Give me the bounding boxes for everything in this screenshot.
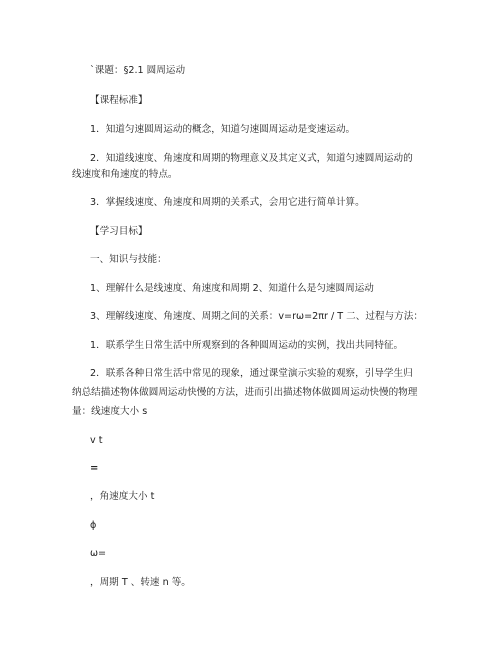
formula-fragment-v-t: v t (90, 435, 103, 446)
process-item-1: 1．联系学生日常生活中所观察到的各种圆周运动的实例，找出共同特征。 (90, 340, 404, 351)
formula-fragment-period-speed: ，周期 T 、转速 n 等。 (90, 577, 191, 588)
knowledge-item-1-2: 1、理解什么是线速度、角速度和周期 2、知道什么是匀速圆周运动 (90, 283, 374, 294)
knowledge-skills-heading: 一、知识与技能： (90, 254, 167, 265)
standard-item-2-line-1: 2．知道线速度、角速度和周期的物理意义及其定义式，知道匀速圆周运动的 (90, 153, 413, 164)
process-item-2-line-1: 2．联系各种日常生活中常见的现象，通过课堂演示实验的观察，引导学生归 (90, 368, 413, 379)
process-item-2-line-2: 纳总结描述物体做圆周运动快慢的方法，进而引出描述物体做圆周运动快慢的物理 (72, 387, 418, 398)
section-heading-curriculum-standard: 【课程标准】 (90, 95, 148, 106)
formula-fragment-equals: = (90, 463, 99, 474)
knowledge-item-3: 3、理解线速度、角速度、周期之间的关系：v=rω=2πr / T 二、过程与方法： (90, 311, 423, 322)
section-heading-learning-objectives: 【学习目标】 (90, 226, 148, 237)
formula-fragment-angular-velocity: ，角速度大小 t (90, 491, 155, 502)
standard-item-3: 3．掌握线速度、角速度和周期的关系式，会用它进行简单计算。 (90, 197, 365, 208)
standard-item-1: 1．知道匀速圆周运动的概念，知道匀速圆周运动是变速运动。 (90, 124, 356, 135)
standard-item-2-line-2: 线速度和角速度的特点。 (72, 169, 178, 180)
lesson-title: `课题：§2.1 圆周运动 (90, 65, 186, 76)
formula-fragment-phi: ϕ (90, 520, 97, 531)
process-item-2-line-3: 量：线速度大小 s (72, 406, 148, 417)
formula-fragment-omega: ω= (90, 548, 107, 559)
